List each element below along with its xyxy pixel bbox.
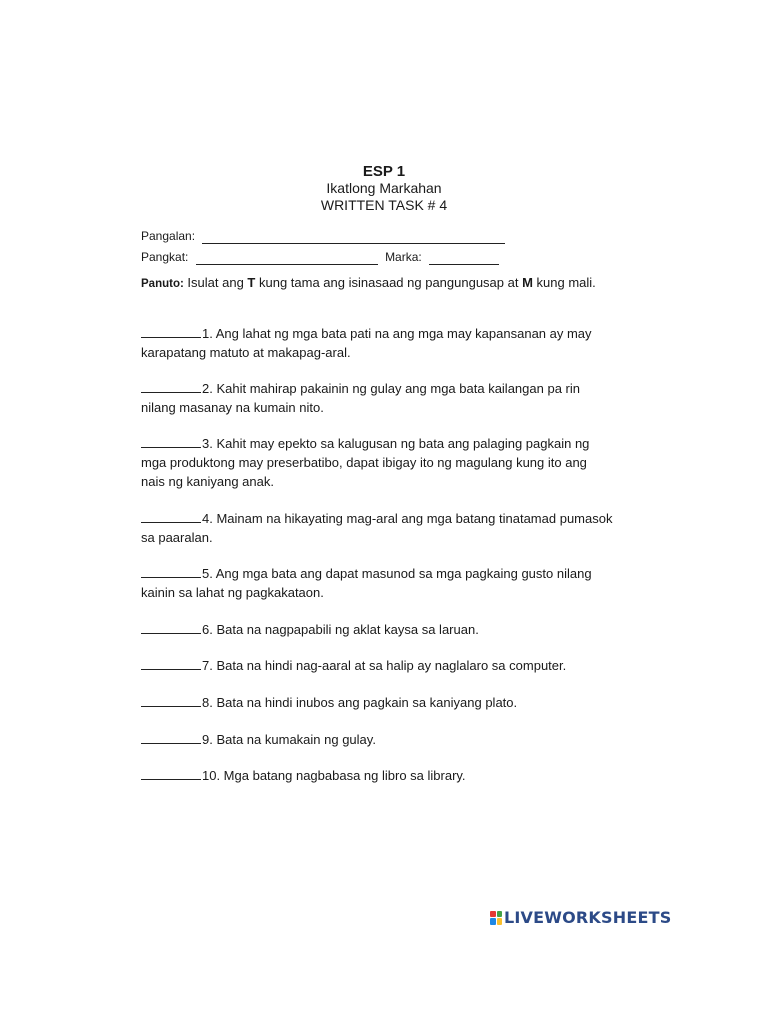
question-text: 6. Bata na nagpapabili ng aklat kaysa sa laruan.	[202, 622, 479, 637]
instructions-text-3: kung mali.	[532, 275, 596, 290]
question-text: 1. Ang lahat ng mga bata pati na ang mga may kapansanan ay may karapatang matuto at makapag-aral.	[141, 326, 592, 360]
name-field-row	[141, 229, 505, 244]
liveworksheets-watermark	[490, 908, 671, 927]
liveworksheets-logo-icon	[490, 911, 502, 925]
quarter-label: Ikatlong Markahan	[326, 180, 442, 196]
instructions	[141, 274, 601, 293]
question-item	[141, 766, 613, 785]
answer-blank[interactable]	[141, 731, 201, 744]
question-item	[141, 564, 613, 602]
instructions-text-1: Isulat ang	[183, 275, 248, 290]
group-input-line[interactable]	[196, 252, 378, 265]
answer-blank[interactable]	[141, 325, 201, 338]
question-text: 10. Mga batang nagbabasa ng libro sa library.	[202, 768, 466, 783]
question-text: 3. Kahit may epekto sa kalugusan ng bata ang palaging pagkain ng mga produktong may preserbatibo, dapat ibigay ito ng magulang kung ito ang nais ng kaniyang anak.	[141, 436, 590, 489]
answer-blank[interactable]	[141, 380, 201, 393]
question-text: 2. Kahit mahirap pakainin ng gulay ang mga bata kailangan pa rin nilang masanay na kumain nito.	[141, 381, 580, 415]
question-item	[141, 693, 613, 712]
question-item	[141, 324, 613, 362]
question-text: 8. Bata na hindi inubos ang pagkain sa kaniyang plato.	[202, 695, 518, 710]
answer-blank[interactable]	[141, 435, 201, 448]
task-label: WRITTEN TASK # 4	[320, 197, 448, 213]
question-item	[141, 434, 613, 491]
answer-blank[interactable]	[141, 565, 201, 578]
name-input-line[interactable]	[202, 231, 505, 244]
logo-square-red	[490, 911, 496, 918]
question-text: 4. Mainam na hikayating mag-aral ang mga batang tinatamad pumasok sa paaralan.	[141, 511, 613, 545]
question-item	[141, 730, 613, 749]
question-item	[141, 509, 613, 547]
logo-square-blue	[490, 918, 496, 925]
answer-blank[interactable]	[141, 510, 201, 523]
answer-blank[interactable]	[141, 767, 201, 780]
group-score-row	[141, 250, 499, 265]
question-text: 5. Ang mga bata ang dapat masunod sa mga pagkaing gusto nilang kainin sa lahat ng pagkakataon.	[141, 566, 592, 600]
false-letter: M	[522, 275, 533, 290]
group-label: Pangkat:	[141, 250, 189, 264]
worksheet-header	[0, 163, 768, 214]
score-label: Marka:	[385, 250, 422, 264]
score-input-line[interactable]	[429, 252, 499, 265]
answer-blank[interactable]	[141, 694, 201, 707]
instructions-text-2: kung tama ang isinasaad ng pangungusap at	[255, 275, 523, 290]
name-label: Pangalan:	[141, 229, 196, 243]
question-item	[141, 656, 613, 675]
question-text: 7. Bata na hindi nag-aaral at sa halip ay naglalaro sa computer.	[202, 658, 567, 673]
answer-blank[interactable]	[141, 657, 201, 670]
answer-blank[interactable]	[141, 621, 201, 634]
logo-square-yellow	[497, 918, 503, 925]
instructions-label: Panuto:	[141, 278, 184, 290]
question-text: 9. Bata na kumakain ng gulay.	[202, 732, 376, 747]
true-letter: T	[247, 275, 256, 290]
logo-square-green	[497, 911, 503, 918]
question-item	[141, 620, 613, 639]
watermark-text: LIVEWORKSHEETS	[504, 908, 672, 927]
worksheet-title: ESP 1	[362, 163, 406, 180]
question-item	[141, 379, 613, 417]
